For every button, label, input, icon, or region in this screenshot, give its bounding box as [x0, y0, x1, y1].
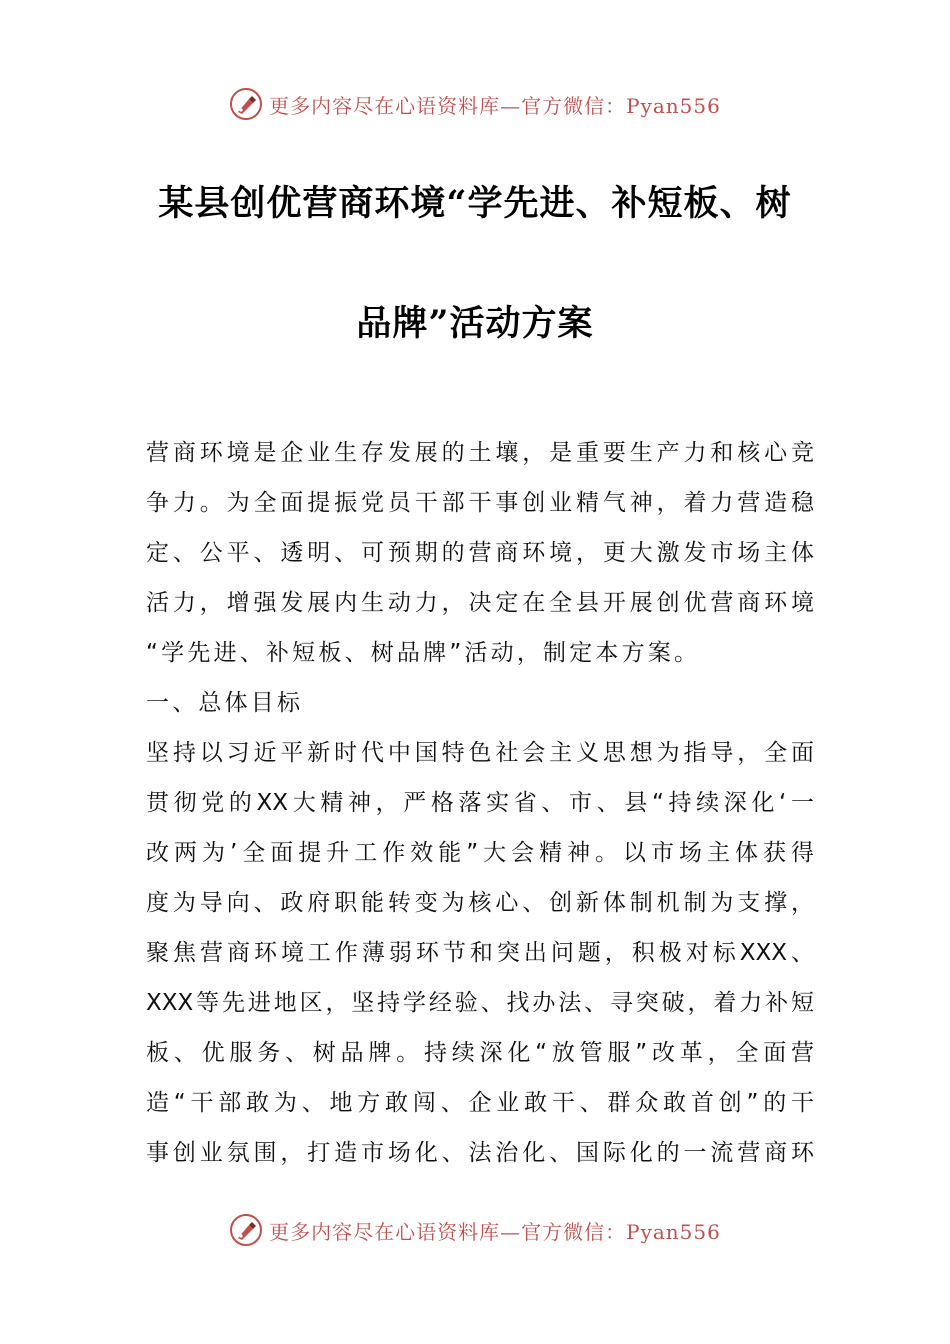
footer-watermark: [0, 1210, 950, 1250]
document-body: [146, 428, 814, 1178]
body-line: 活力，增强发展内生动力，决定在全县开展创优营商环境: [146, 590, 814, 616]
body-line: 争力。为全面提振党员干部干事创业精气神，着力营造稳: [146, 490, 814, 516]
body-line: 事创业氛围，打造市场化、法治化、国际化的一流营商环: [146, 1140, 814, 1166]
section-heading: 一、总体目标: [146, 690, 304, 716]
body-line: 聚焦营商环境工作薄弱环节和突出问题，积极对标XXX、: [146, 940, 814, 966]
body-line: 造“干部敢为、地方敢闯、企业敢干、群众敢首创”的干: [146, 1090, 814, 1116]
body-line: 营商环境是企业生存发展的土壤，是重要生产力和核心竞: [146, 440, 814, 466]
body-line: 定、公平、透明、可预期的营商环境，更大激发市场主体: [146, 540, 814, 566]
pen-nib-logo-icon: [229, 87, 263, 121]
watermark-text: 更多内容尽在心语资料库—官方微信：Pyan556: [269, 93, 721, 118]
body-line: XXX等先进地区，坚持学经验、找办法、寻突破，着力补短: [146, 990, 814, 1016]
document-title-line-2: 品牌”活动方案: [356, 303, 594, 344]
body-line: 改两为’全面提升工作效能”大会精神。以市场主体获得: [146, 840, 814, 866]
body-line: 板、优服务、树品牌。持续深化“放管服”改革，全面营: [146, 1040, 814, 1066]
body-line: 坚持以习近平新时代中国特色社会主义思想为指导，全面: [146, 740, 814, 766]
document-title-line-1: 某县创优营商环境“学先进、补短板、树: [158, 183, 792, 224]
pen-nib-logo-icon: [229, 1213, 263, 1247]
body-line: 度为导向、政府职能转变为核心、创新体制机制为支撑，: [146, 890, 814, 916]
watermark-text: 更多内容尽在心语资料库—官方微信：Pyan556: [269, 1219, 721, 1244]
body-line: “学先进、补短板、树品牌”活动，制定本方案。: [146, 640, 701, 666]
body-line: 贯彻党的XX大精神，严格落实省、市、县“持续深化‘一: [146, 790, 814, 816]
header-watermark: [0, 84, 950, 124]
